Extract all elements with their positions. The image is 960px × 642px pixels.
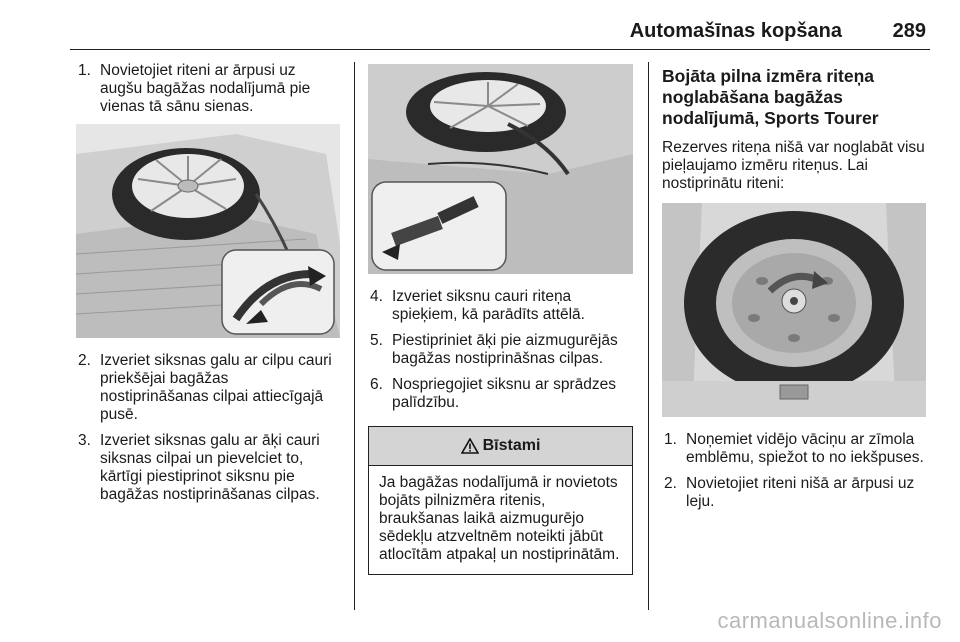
step-number: 5. [370, 332, 383, 349]
page-header [70, 16, 930, 48]
step-text: Izveriet siksnu cauri riteņa spieķiem, kā parādīts attēlā. [392, 288, 585, 323]
step-number: 1. [664, 431, 677, 448]
intro-text: Rezerves riteņa nišā var noglabāt visu pieļaujamo izmēru riteņus. Lai nostiprinātu riteni: [662, 139, 925, 192]
step-number: 2. [78, 352, 91, 369]
figure-spare-wheel-well [662, 203, 926, 417]
list-item [368, 288, 633, 324]
step-text: Izveriet siksnas galu ar āķi cauri siksnas cilpai un pievelciet to, kārtīgi piestiprinot siksnu pie bagāžas nostiprināšanas cilpas. [100, 432, 320, 503]
column-1 [76, 62, 340, 512]
steps-list [76, 62, 340, 116]
step-number: 6. [370, 376, 383, 393]
step-text: Piestipriniet āķi pie aizmugurējās bagāžas nostiprināšnas cilpas. [392, 332, 618, 367]
danger-body: Ja bagāžas nodalījumā ir novietots bojāts pilnizmēra ritenis, braukšanas laikā aizmugurējo sēdekļu atzveltnēm noteikti jābūt atlocītām atpakaļ un nostiprinātām. [379, 474, 620, 563]
list-item [662, 431, 927, 467]
figure-trunk-wheel-strap [76, 124, 340, 338]
step-number: 4. [370, 288, 383, 305]
step-text: Noņemiet vidējo vāciņu ar zīmola emblēmu, spiežot to no iekšpuses. [686, 431, 924, 466]
list-item [76, 352, 340, 424]
steps-list [662, 431, 927, 511]
header-rule [70, 49, 930, 50]
steps-list [368, 288, 633, 412]
step-text: Nospriegojiet siksnu ar sprādzes palīdzību. [392, 376, 616, 411]
section-title: Bojāta pilna izmēra riteņa noglabāšana bagāžas nodalījumā, Sports Tourer [662, 66, 879, 128]
page-title: Automašīnas kopšana [629, 20, 842, 42]
step-number: 3. [78, 432, 91, 449]
step-text: Izveriet siksnas galu ar cilpu cauri priekšējai bagāžas nostiprināšanas cilpai attiecīgajā pusē. [100, 352, 332, 423]
warning-triangle-icon [461, 438, 479, 454]
step-text: Novietojiet riteni nišā ar ārpusi uz leju. [686, 475, 915, 510]
danger-header [369, 427, 632, 466]
list-item [662, 475, 927, 511]
column-2 [368, 62, 633, 575]
page-number: 289 [892, 20, 926, 42]
list-item [76, 432, 340, 504]
watermark: carmanualsonline.info [717, 608, 942, 633]
danger-warning-box [368, 426, 633, 575]
figure-strap-through-spokes [368, 64, 633, 274]
step-text: Novietojiet riteni ar ārpusi uz augšu bagāžas nodalījumā pie vienas tā sānu sienas. [100, 62, 311, 115]
step-number: 2. [664, 475, 677, 492]
steps-list [76, 352, 340, 504]
step-number: 1. [78, 62, 91, 79]
column-divider [648, 62, 649, 610]
column-divider [354, 62, 355, 610]
list-item [368, 376, 633, 412]
danger-title: Bīstami [482, 437, 541, 454]
column-3 [662, 62, 927, 519]
list-item [76, 62, 340, 116]
list-item [368, 332, 633, 368]
